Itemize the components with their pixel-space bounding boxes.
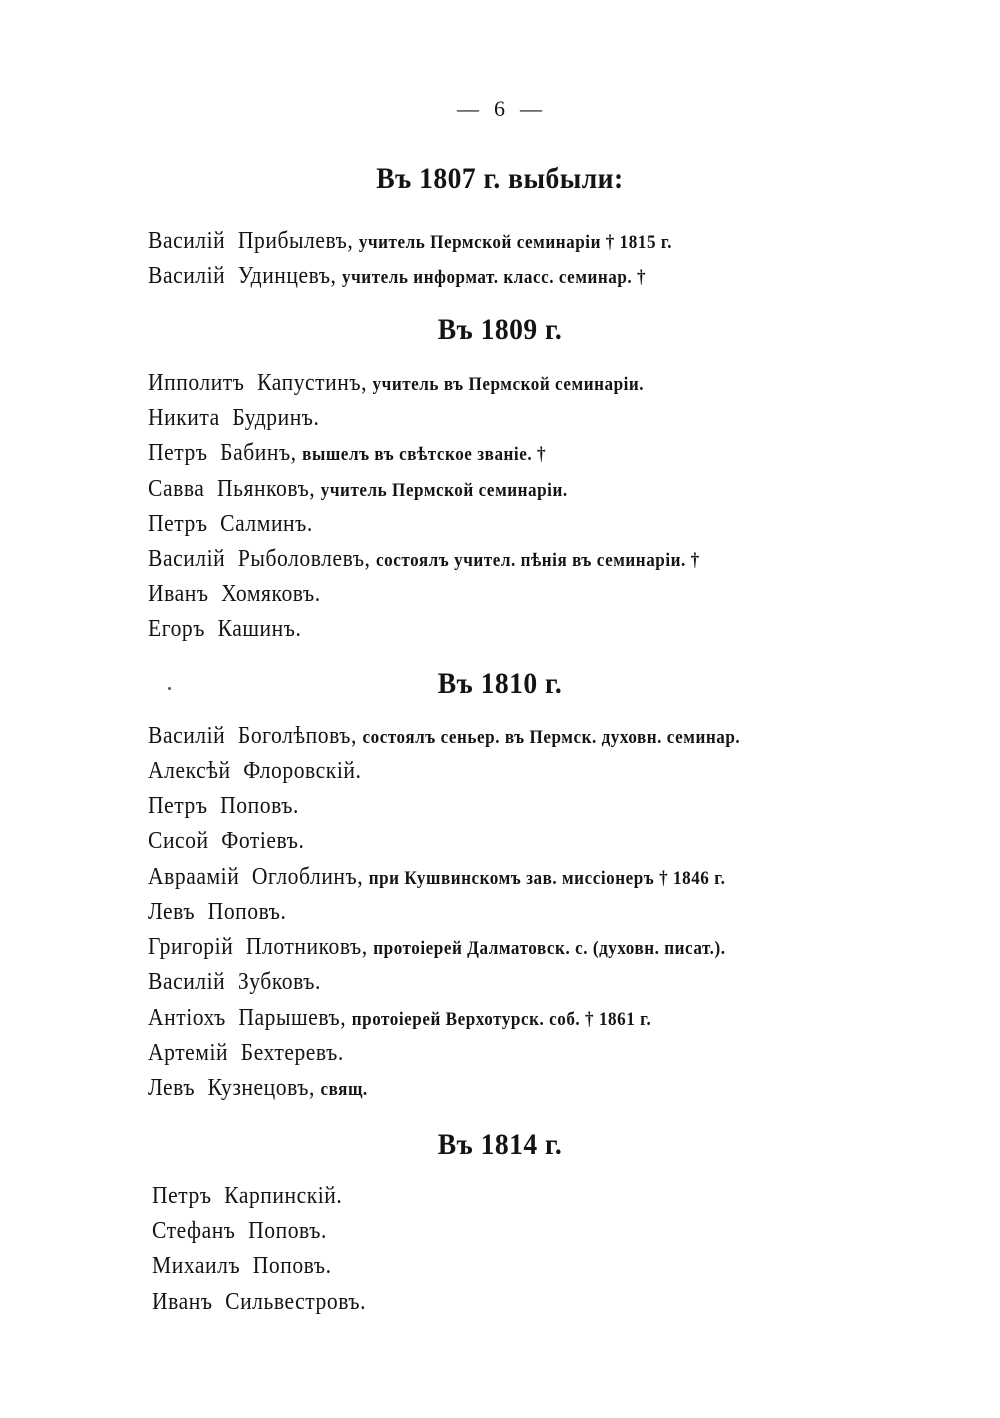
list-item: Авраамій Оглоблинъ, при Кушвинскомъ зав. миссіонеръ † 1846 г. <box>148 864 726 890</box>
list-item: Василій Боголѣповъ, состоялъ сеньер. въ Пермск. духовн. семинар. <box>148 723 741 749</box>
list-item: Василій Рыболовлевъ, состоялъ учител. пѣнія въ семинаріи. † <box>148 546 700 572</box>
page-number <box>0 96 1000 122</box>
list-item: Савва Пьянковъ, учитель Пермской семинаріи. <box>148 476 568 502</box>
list-item: Сисой Фотіевъ. <box>148 828 305 854</box>
list-item: Антіохъ Парышевъ, протоіерей Верхотурск. соб. † 1861 г. <box>148 1005 652 1031</box>
list-item: Егоръ Кашинъ. <box>148 616 302 642</box>
list-item: Петръ Салминъ. <box>148 511 313 537</box>
page-number-value: 6 <box>494 96 506 121</box>
list-item: Василій Зубковъ. <box>148 969 321 995</box>
page-number-dash-right: — <box>520 96 543 121</box>
section-heading-1807: Въ 1807 г. выбыли: <box>376 162 624 195</box>
list-item: Левъ Поповъ. <box>148 899 287 925</box>
list-item: Григорій Плотниковъ, протоіерей Далматовск. с. (духовн. писат.). <box>148 934 726 960</box>
list-item: Никита Будринъ. <box>148 405 320 431</box>
section-heading-1814: Въ 1814 г. <box>437 1128 563 1161</box>
list-item: Василій Удинцевъ, учитель информат. класс. семинар. † <box>148 263 647 289</box>
page-number-dash-left: — <box>457 96 480 121</box>
list-item: Петръ Бабинъ, вышелъ въ свѣтское званіе. † <box>148 440 547 466</box>
list-item: Михаилъ Поповъ. <box>152 1253 332 1279</box>
list-item: Левъ Кузнецовъ, свящ. <box>148 1075 368 1101</box>
list-item: Ипполитъ Капустинъ, учитель въ Пермской семинаріи. <box>148 370 645 396</box>
section-heading-1809: Въ 1809 г. <box>437 313 563 346</box>
section-heading-1810: Въ 1810 г. <box>437 667 563 700</box>
list-item: Иванъ Сильвестровъ. <box>152 1289 367 1315</box>
list-item: Петръ Поповъ. <box>148 793 299 819</box>
list-item: Петръ Карпинскій. <box>152 1183 343 1209</box>
list-item: Василій Прибылевъ, учитель Пермской семинаріи † 1815 г. <box>148 228 673 254</box>
list-item: Стефанъ Поповъ. <box>152 1218 327 1244</box>
list-item: Артемій Бехтеревъ. <box>148 1040 344 1066</box>
list-item: Иванъ Хомяковъ. <box>148 581 321 607</box>
list-item: Алексѣй Флоровскій. <box>148 758 362 784</box>
